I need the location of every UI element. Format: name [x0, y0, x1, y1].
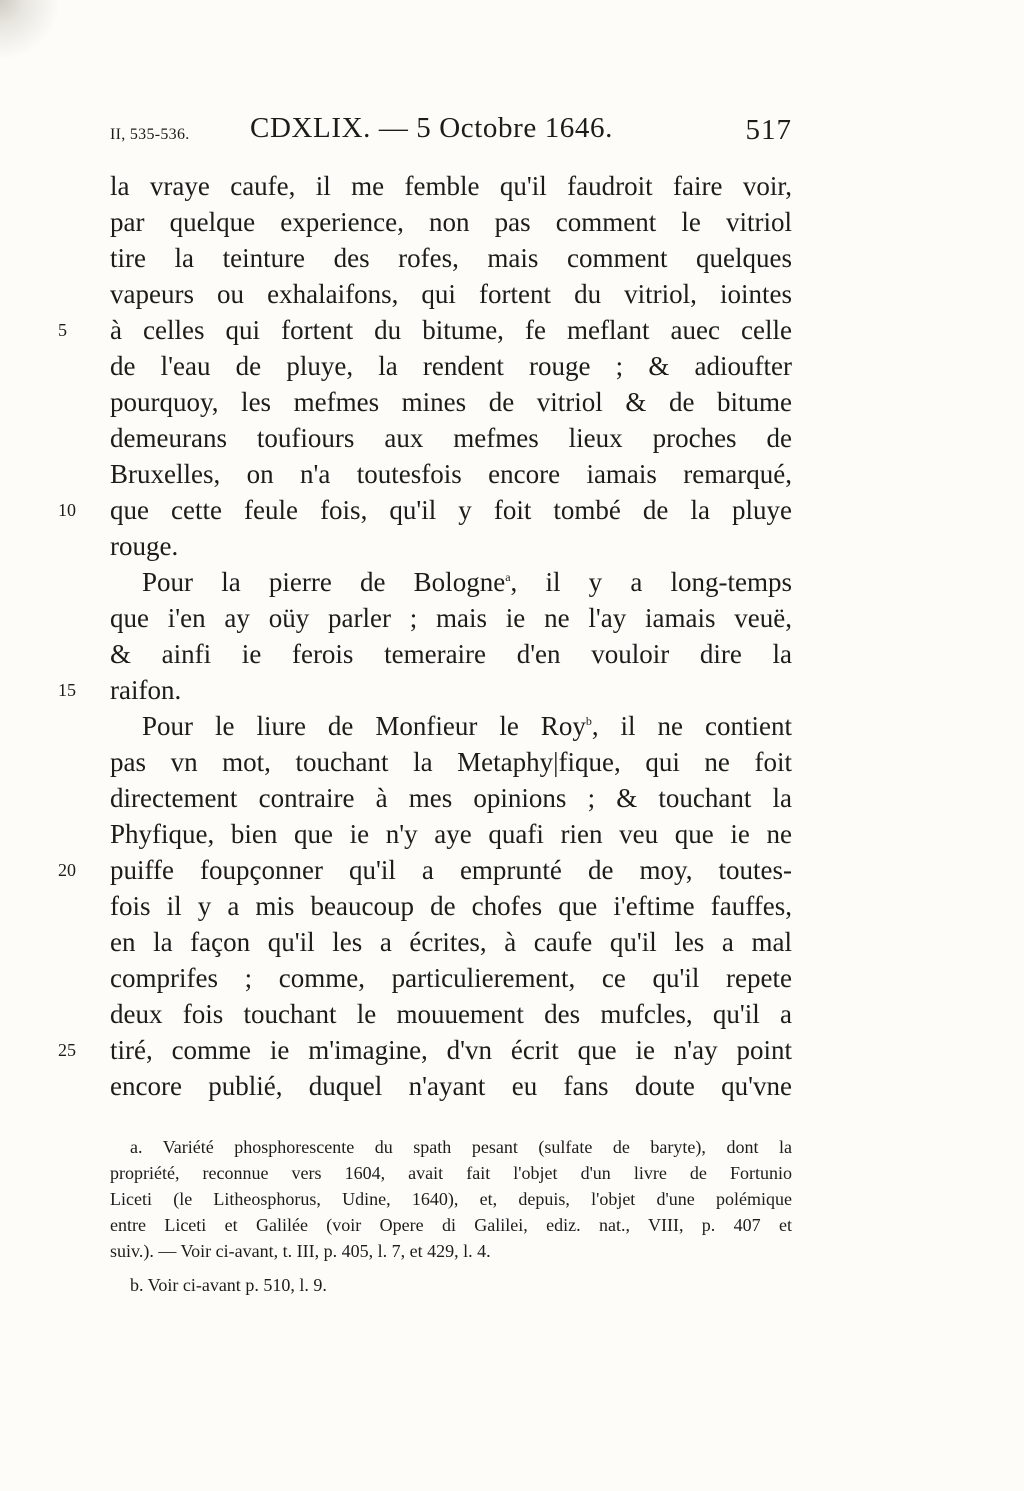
line-number: 10: [58, 500, 76, 520]
line-text: demeurans toufiours aux mefmes lieux proches de: [110, 423, 792, 453]
text-line: [110, 780, 792, 816]
line-text: tiré, comme ie m'imagine, d'vn écrit que ie n'ay point: [110, 1035, 792, 1065]
line-text: & ainfi ie ferois temeraire d'en vouloir dire la: [110, 639, 792, 669]
text-line: [110, 1068, 792, 1104]
line-text: en la façon qu'il les a écrites, à caufe qu'il les a mal: [110, 927, 792, 957]
line-number: 20: [58, 860, 76, 880]
line-text-tail: , il y a long-temps: [510, 567, 792, 597]
line-text: puiffe foupçonner qu'il a emprunté de moy, toutes-: [110, 855, 792, 885]
footnote-a-line: Liceti (le Litheosphorus, Udine, 1640), et, depuis, l'objet d'une polémique: [110, 1189, 792, 1209]
footnotes: [110, 1134, 792, 1298]
text-line: [110, 528, 792, 564]
text-line: [110, 924, 792, 960]
text-line: [110, 456, 792, 492]
line-text: la vraye caufe, il me femble qu'il faudroit faire voir,: [110, 171, 792, 201]
line-text: de l'eau de pluye, la rendent rouge ; & adioufter: [110, 351, 792, 381]
footnote-a-line: suiv.). — Voir ci-avant, t. III, p. 405, l. 7, et 429, l. 4.: [110, 1241, 491, 1261]
text-line: [58, 852, 792, 888]
original-page-range: II, 535-536.: [110, 126, 190, 143]
text-line: [58, 312, 792, 348]
footnote-a-line: propriété, reconnue vers 1604, avait fait l'objet d'un livre de Fortunio: [110, 1163, 792, 1183]
text-line: [110, 888, 792, 924]
line-number: 5: [58, 320, 67, 340]
text-line: [110, 816, 792, 852]
line-text: Bruxelles, on n'a toutesfois encore iamais remarqué,: [110, 459, 792, 489]
text-line: [110, 744, 792, 780]
text-line: [110, 240, 792, 276]
text-line: [110, 600, 792, 636]
footnote-a-line: entre Liceti et Galilée (voir Opere di Galilei, ediz. nat., VIII, p. 407 et: [110, 1215, 792, 1235]
line-text: comprifes ; comme, particulierement, ce qu'il repete: [110, 963, 792, 993]
text-line: [110, 168, 792, 204]
page-number: 517: [745, 114, 792, 146]
text-line: [110, 384, 792, 420]
page-corner-shadow: [0, 0, 60, 60]
line-text: à celles qui fortent du bitume, fe meflant auec celle: [110, 315, 792, 345]
line-text: par quelque experience, non pas comment le vitriol: [110, 207, 792, 237]
letter-body: [58, 168, 792, 1104]
line-text: pas vn mot, touchant la Metaphy|fique, qui ne foit: [110, 747, 792, 777]
text-line: [110, 996, 792, 1032]
line-text: Phyfique, bien que ie n'y aye quafi rien veu que ie ne: [110, 819, 792, 849]
line-text: vapeurs ou exhalaifons, qui fortent du vitriol, iointes: [110, 279, 792, 309]
line-text: rouge.: [110, 531, 179, 561]
line-text: encore publié, duquel n'ayant eu fans doute qu'vne: [110, 1071, 792, 1101]
line-number: 15: [58, 680, 76, 700]
text-line: [110, 420, 792, 456]
line-text: Pour la pierre de Bologne: [142, 567, 506, 597]
footnote-b: b. Voir ci-avant p. 510, l. 9.: [130, 1275, 327, 1295]
letter-heading: CDXLIX. — 5 Octobre 1646.: [250, 112, 613, 144]
line-text: Pour le liure de Monfieur le Roy: [142, 711, 586, 741]
line-text: raifon.: [110, 675, 182, 705]
line-text: fois il y a mis beaucoup de chofes que i'eftime fauffes,: [110, 891, 792, 921]
line-text-tail: , il ne contient: [591, 711, 792, 741]
text-line: [110, 276, 792, 312]
text-line: [58, 672, 792, 708]
line-number: 25: [58, 1040, 76, 1060]
running-head: [110, 112, 792, 156]
text-line: [110, 708, 792, 744]
line-text: pourquoy, les mefmes mines de vitriol & de bitume: [110, 387, 792, 417]
text-line: [110, 564, 792, 600]
line-text: tire la teinture des rofes, mais comment quelques: [110, 243, 792, 273]
footnote-ref-b: b: [585, 714, 592, 728]
line-text: directement contraire à mes opinions ; & touchant la: [110, 783, 792, 813]
footnote-a-line: a. Variété phosphorescente du spath pesant (sulfate de baryte), dont la: [130, 1137, 792, 1157]
text-line: [110, 960, 792, 996]
line-text: deux fois touchant le mouuement des mufcles, qu'il a: [110, 999, 792, 1029]
text-line: [110, 636, 792, 672]
text-line: [110, 204, 792, 240]
line-text: que cette feule fois, qu'il y foit tombé de la pluye: [110, 495, 792, 525]
text-line: [58, 1032, 792, 1068]
text-line: [110, 348, 792, 384]
footnote-ref-a: a: [505, 570, 511, 584]
text-line: [58, 492, 792, 528]
line-text: que i'en ay oüy parler ; mais ie ne l'ay iamais veuë,: [110, 603, 792, 633]
